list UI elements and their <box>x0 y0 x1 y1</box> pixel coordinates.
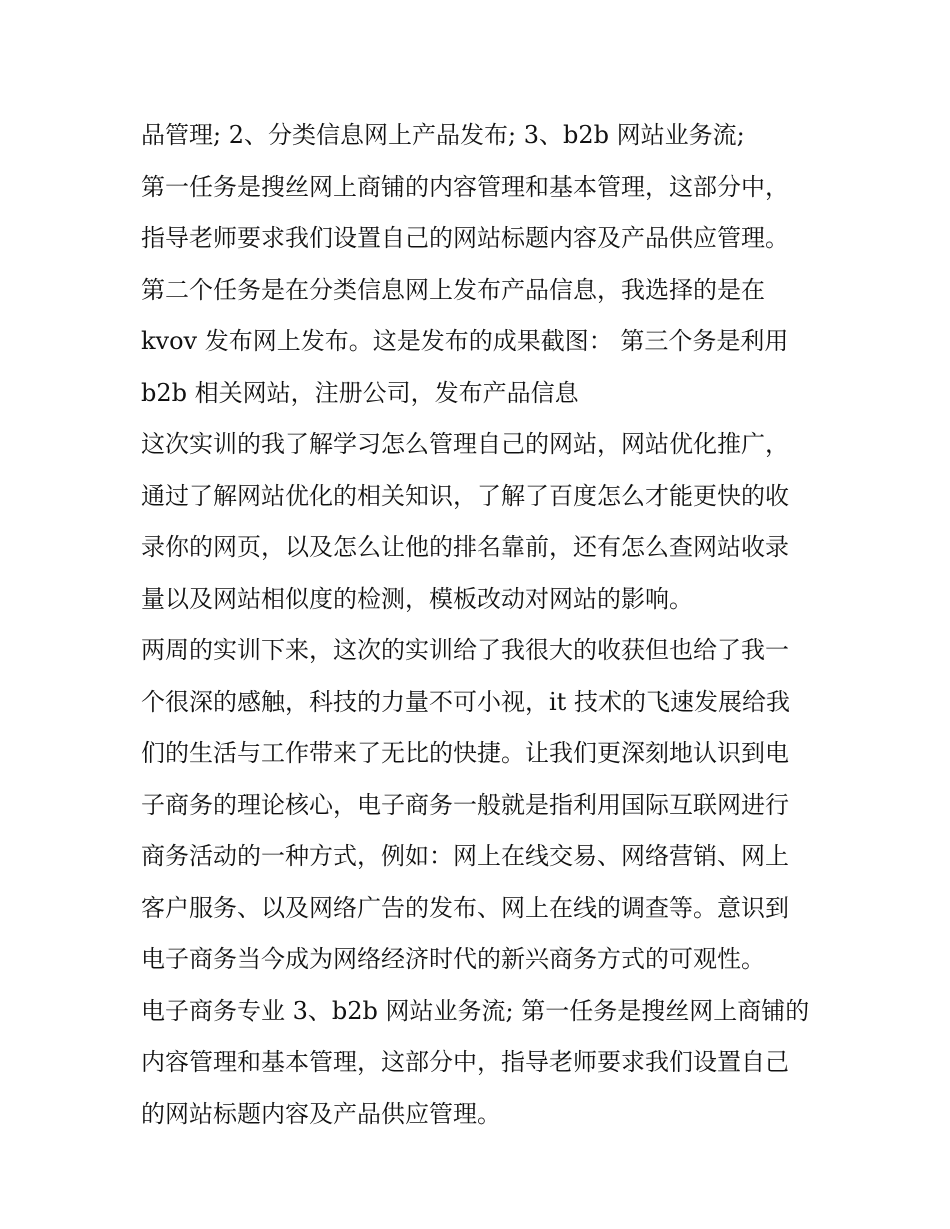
text-line: 量以及网站相似度的检测，模板改动对网站的影响。 <box>141 584 693 613</box>
text-line: 电子商务当今成为网络经济时代的新兴商务方式的可观性。 <box>141 945 765 973</box>
text-line: 录你的网页，以及怎么让他的排名靠前，还有怎么查网站收录 <box>141 533 789 561</box>
text-line: 子商务的理论核心，电子商务一般就是指利用国际互联网进行 <box>141 790 789 819</box>
text-line: 通过了解网站优化的相关知识，了解了百度怎么才能更快的收 <box>141 481 789 510</box>
document-body <box>141 110 821 1140</box>
text-line: 们的生活与工作带来了无比的快捷。让我们更深刻地认识到电 <box>141 739 789 767</box>
text-line: 指导老师要求我们设置自己的网站标题内容及产品供应管理。 <box>141 224 789 252</box>
text-line: 品管理; 2、分类信息网上产品发布; 3、b2b 网站业务流; <box>141 121 745 149</box>
text-line: 这次实训的我了解学习怎么管理自己的网站，网站优化推广， <box>141 430 789 458</box>
text-line: 两周的实训下来，这次的实训给了我很大的收获但也给了我一 <box>141 636 789 664</box>
text-line: 个很深的感触，科技的力量不可小视，it 技术的飞速发展给我 <box>141 687 790 716</box>
text-line: b2b 相关网站，注册公司，发布产品信息 <box>141 378 579 407</box>
text-line: 商务活动的一种方式，例如：网上在线交易、网络营销、网上 <box>141 842 789 870</box>
text-line: 第一任务是搜丝网上商铺的内容管理和基本管理，这部分中， <box>141 172 789 201</box>
text-line: 第二个任务是在分类信息网上发布产品信息，我选择的是在 <box>141 275 765 304</box>
text-line: 客户服务、以及网络广告的发布、网上在线的调查等。意识到 <box>141 893 789 922</box>
text-line: 电子商务专业 3、b2b 网站业务流; 第一任务是搜丝网上商铺的 <box>141 996 810 1025</box>
text-line: 内容管理和基本管理，这部分中，指导老师要求我们设置自己 <box>141 1048 789 1076</box>
text-line: 的网站标题内容及产品供应管理。 <box>141 1099 501 1128</box>
text-line: kvov 发布网上发布。这是发布的成果截图： 第三个务是利用 <box>141 327 789 355</box>
